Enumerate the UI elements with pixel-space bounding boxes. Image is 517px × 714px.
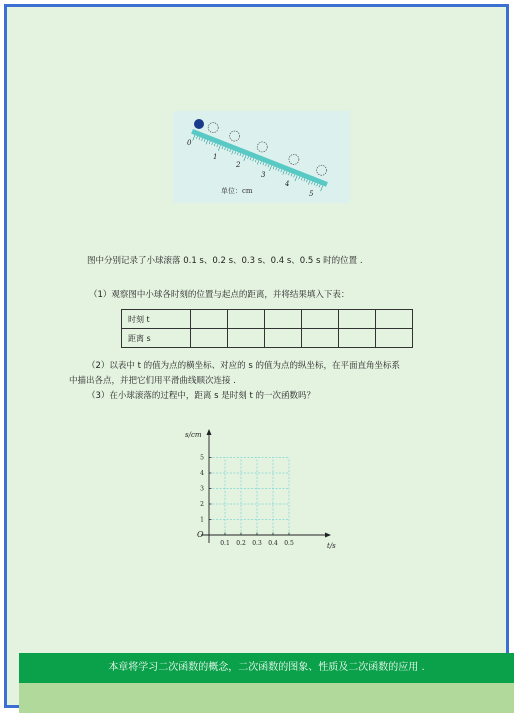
ruler-tick (311, 181, 312, 184)
ruler-tick (317, 183, 318, 186)
ruler-svg (173, 111, 350, 203)
ruler-tick (227, 148, 228, 151)
table-cell[interactable] (376, 329, 413, 348)
x-axis-arrow (325, 533, 331, 538)
ruler-tick (301, 177, 302, 180)
y-tick-label: 5 (200, 454, 204, 462)
y-tick-label: 1 (200, 516, 204, 524)
ruler-tick (218, 145, 220, 151)
table-cell[interactable] (302, 329, 339, 348)
ruler-tick (217, 144, 218, 147)
ruler-bar (191, 129, 328, 187)
ruler-tick (253, 158, 254, 161)
row-label-distance: 距离 s (122, 329, 191, 348)
ruler-tick (206, 140, 208, 144)
ball-icon (194, 119, 204, 129)
ruler-tick (240, 153, 241, 156)
ruler-tick (242, 154, 243, 157)
ruler-tick (232, 150, 234, 154)
ruler-tick-label: 2 (236, 161, 241, 169)
question-3: （3）在小球滚落的过程中，距离 s 是时刻 t 的一次函数吗？ (87, 391, 315, 401)
x-tick-label: 0.2 (236, 540, 246, 547)
ruler-tick-label: 4 (285, 180, 290, 188)
ruler-tick (201, 138, 202, 141)
table-cell[interactable] (339, 329, 376, 348)
page (4, 4, 509, 708)
x-tick-label: 0.1 (220, 540, 230, 547)
coordinate-grid-chart (175, 427, 345, 557)
question-2-line-1: （2）以表中 t 的值为点的横坐标、对应的 s 的值为点的纵坐标，在平面直角坐标系 (87, 361, 400, 371)
x-tick-label: 0.4 (268, 540, 278, 547)
ruler-tick (278, 168, 279, 171)
ruler-tick (263, 162, 264, 165)
ruler-tick (291, 173, 292, 176)
y-tick-label: 4 (200, 470, 204, 478)
y-axis-label: s/cm (185, 431, 202, 439)
ruler-tick (286, 171, 287, 174)
ruler-figure (173, 111, 350, 203)
ruler-tick (283, 170, 285, 174)
ruler-tick-label: 1 (213, 153, 218, 161)
ruler-tick (224, 147, 225, 150)
intro-text: 图中分别记录了小球滚落 0.1 s、0.2 s、0.3 s、0.4 s、0.5 s 时的位置 . (87, 256, 363, 266)
ruler-tick (248, 156, 249, 159)
table-row (122, 310, 413, 329)
ruler-tick (295, 175, 297, 181)
footer-banner: 本章将学习二次函数的概念，二次函数的图象、性质及二次函数的应用 . (19, 653, 514, 683)
ruler-tick (255, 159, 256, 162)
ruler-tick (260, 161, 261, 164)
table-cell[interactable] (191, 329, 228, 348)
ruler-tick (250, 157, 251, 160)
origin-label: O (197, 530, 204, 539)
ruler-tick (299, 176, 300, 179)
ruler-tick (222, 146, 223, 149)
footer-band (19, 683, 514, 713)
ruler-tick (281, 169, 282, 172)
y-tick-label: 3 (200, 485, 204, 493)
ruler-tick (199, 137, 200, 140)
ruler-tick (304, 178, 305, 181)
ruler-tick-label: 0 (187, 139, 192, 147)
table-cell[interactable] (265, 310, 302, 329)
ruler-tick (314, 182, 315, 185)
ball-position-marker (257, 142, 267, 152)
table-cell[interactable] (339, 310, 376, 329)
ruler-tick (321, 186, 323, 192)
ruler-tick (308, 180, 310, 184)
ruler-tick (306, 179, 307, 182)
data-table (121, 309, 413, 348)
question-2-line-2: 中描出各点，并把它们用平滑曲线顺次连接 . (69, 376, 236, 386)
y-tick-label: 2 (200, 501, 204, 509)
ruler-tick (276, 167, 277, 170)
ruler-tick (230, 149, 231, 152)
ruler-tick (209, 141, 210, 144)
x-tick-label: 0.3 (252, 540, 262, 547)
table-cell[interactable] (191, 310, 228, 329)
table-cell[interactable] (302, 310, 339, 329)
ruler-tick (204, 139, 205, 142)
question-1: （1）观察图中小球各时刻的位置与起点的距离，并将结果填入下表： (89, 290, 350, 300)
ruler-tick-label: 5 (309, 190, 314, 198)
ruler-unit-label: 单位：cm (221, 187, 253, 195)
ball-position-marker (230, 131, 240, 141)
ball-position-marker (289, 154, 299, 164)
ball-position-marker (317, 165, 327, 175)
table-cell[interactable] (228, 310, 265, 329)
ruler-tick (273, 166, 274, 169)
table-cell[interactable] (265, 329, 302, 348)
ruler-tick (257, 160, 259, 164)
x-tick-label: 0.5 (284, 540, 294, 547)
table-cell[interactable] (228, 329, 265, 348)
x-axis-label: t/s (327, 542, 336, 550)
ruler-tick (269, 165, 271, 171)
ruler-tick (294, 174, 295, 177)
ruler-tick (196, 136, 197, 139)
row-label-time: 时刻 t (122, 310, 191, 329)
ruler-tick (214, 143, 215, 146)
ruler-tick (237, 152, 238, 155)
y-axis-arrow (207, 429, 212, 435)
ruler-tick (319, 185, 320, 188)
ruler-tick (288, 172, 289, 175)
table-cell[interactable] (376, 310, 413, 329)
ruler-tick (193, 135, 195, 141)
ruler-tick (235, 151, 236, 154)
ball-position-marker (208, 123, 218, 133)
ruler-tick (212, 142, 213, 145)
ruler-tick (265, 163, 266, 166)
table-row (122, 329, 413, 348)
ruler-tick (268, 164, 269, 167)
ruler-tick-label: 3 (261, 171, 266, 179)
ruler-tick (244, 155, 246, 161)
